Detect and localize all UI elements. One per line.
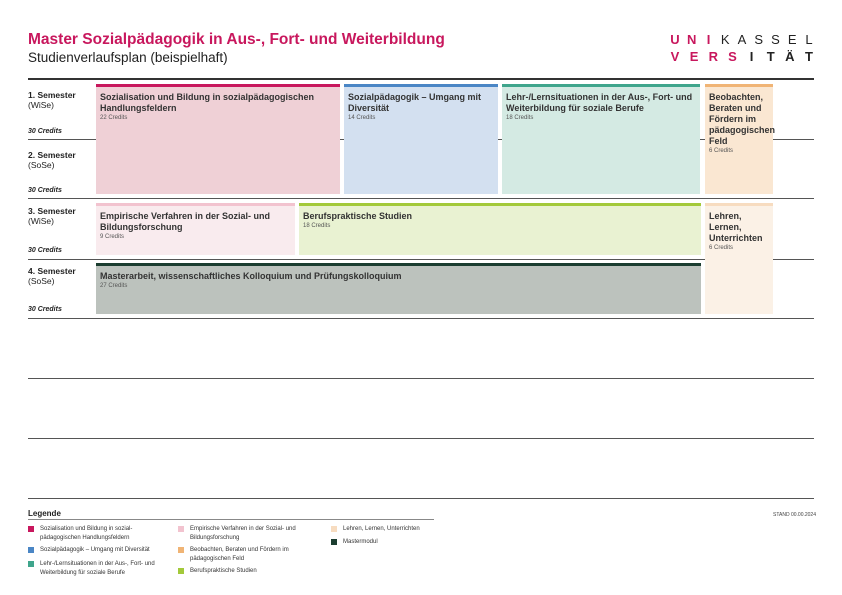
- semester-label: [28, 266, 76, 286]
- semester-term: (WiSe): [28, 216, 54, 226]
- logo-letter: S: [771, 32, 780, 47]
- legend-item: [178, 546, 324, 564]
- module-credits: 9 Credits: [100, 234, 125, 240]
- logo-letter: T: [766, 49, 775, 64]
- module-title: Empirische Verfahren in der Sozial- und Bildungsforschung: [100, 211, 271, 232]
- module-credits: 18 Credits: [506, 115, 534, 121]
- module-masterarbeit: [96, 263, 701, 314]
- module-title: Beobachten, Beraten und Fördern im pädagogischen Feld: [709, 92, 776, 146]
- legend-label: Sozialisation und Bildung in sozial-pädagogischen Handlungsfeldern: [40, 526, 133, 541]
- module-credits: 27 Credits: [100, 283, 128, 289]
- logo-letter: N: [687, 32, 697, 47]
- semester-name: 1. Semester: [28, 90, 76, 100]
- page-title: Master Sozialpädagogik in Aus-, Fort- und Weiterbildung: [28, 31, 445, 48]
- semester-credits: 30 Credits: [28, 128, 62, 135]
- module-title: Berufspraktische Studien: [303, 211, 413, 221]
- logo-letter: S: [728, 49, 737, 64]
- module-berufspraktische-studien: [299, 203, 701, 255]
- module-credits: 14 Credits: [348, 115, 376, 121]
- university-logo: [668, 31, 816, 65]
- legend-title: Legende: [28, 509, 61, 518]
- logo-letter: Ä: [785, 49, 795, 64]
- semester-name: 3. Semester: [28, 206, 76, 216]
- semester-term: (SoSe): [28, 160, 55, 170]
- legend-item: [28, 525, 168, 543]
- legend-label: Sozialpädagogik – Umgang mit Diversität: [40, 547, 150, 553]
- legend-swatch: [28, 526, 34, 532]
- semester-label: [28, 90, 76, 110]
- semester-name: 4. Semester: [28, 266, 76, 276]
- page-subtitle: Studienverlaufsplan (beispielhaft): [28, 50, 228, 65]
- legend-swatch: [178, 568, 184, 574]
- legend-label: Berufspraktische Studien: [190, 568, 257, 574]
- module-lehr-lernsituationen: [502, 84, 700, 194]
- module-credits: 22 Credits: [100, 115, 128, 121]
- legend-swatch: [331, 539, 337, 545]
- legend-label: Lehr-/Lernsituationen in der Aus-, Fort- und Weiterbildung für soziale Berufe: [40, 561, 155, 576]
- module-beobachten: [705, 84, 776, 194]
- logo-letter: U: [670, 32, 680, 47]
- header-divider: [28, 78, 814, 80]
- logo-letter: S: [754, 32, 764, 47]
- stand-date: STAND 00.00.2024: [773, 512, 816, 518]
- semester-label: [28, 206, 76, 226]
- legend-swatch: [28, 547, 34, 553]
- legend-swatch: [178, 526, 184, 532]
- legend-item: [178, 567, 324, 576]
- logo-letter: V: [670, 49, 680, 64]
- module-empirische-verfahren: [96, 203, 295, 255]
- module-title: Masterarbeit, wissenschaftliches Kolloquium und Prüfungskolloquium: [100, 271, 402, 281]
- semester-credits: 30 Credits: [28, 187, 62, 194]
- legend-item: [28, 560, 168, 578]
- module-lehren-lernen: [705, 203, 773, 314]
- module-diversitaet: [344, 84, 498, 194]
- module-sozialisation: [96, 84, 340, 194]
- row-divider: [28, 259, 814, 260]
- row-divider: [28, 438, 814, 439]
- semester-term: (WiSe): [28, 100, 54, 110]
- logo-letter: I: [749, 49, 754, 64]
- legend-swatch: [28, 561, 34, 567]
- row-divider: [28, 198, 814, 199]
- logo-letter: E: [787, 32, 797, 47]
- semester-credits: 30 Credits: [28, 306, 62, 313]
- legend-divider: [28, 519, 434, 520]
- logo-letter: E: [689, 49, 699, 64]
- legend-label: Empirische Verfahren in der Sozial- und Bildungsforschung: [190, 526, 296, 541]
- legend-swatch: [178, 547, 184, 553]
- module-title: Lehren, Lernen, Unterrichten: [709, 211, 763, 243]
- legend-item: [178, 525, 324, 543]
- semester-term: (SoSe): [28, 276, 55, 286]
- legend-label: Beobachten, Beraten und Fördern im pädagogischen Feld: [190, 547, 289, 562]
- module-credits: 6 Credits: [709, 245, 734, 251]
- legend-label: Mastermodul: [343, 539, 378, 545]
- legend-item: [331, 538, 451, 547]
- semester-credits: 30 Credits: [28, 247, 62, 254]
- logo-letter: R: [708, 49, 718, 64]
- logo-letter: T: [805, 49, 813, 64]
- legend-label: Lehren, Lernen, Unterrichten: [343, 526, 420, 532]
- module-title: Lehr-/Lernsituationen in der Aus-, Fort- und Weiterbildung für soziale Berufe: [506, 92, 693, 113]
- semester-label: [28, 150, 76, 170]
- logo-letter: A: [737, 32, 747, 47]
- legend-item: [331, 525, 451, 534]
- logo-letter: I: [706, 32, 711, 47]
- row-divider: [28, 498, 814, 499]
- legend-item: [28, 546, 168, 555]
- logo-letter: L: [805, 32, 813, 47]
- module-credits: 6 Credits: [709, 148, 734, 154]
- row-divider: [28, 318, 814, 319]
- semester-name: 2. Semester: [28, 150, 76, 160]
- row-divider: [28, 378, 814, 379]
- logo-letter: K: [720, 32, 730, 47]
- module-credits: 18 Credits: [303, 223, 331, 229]
- module-title: Sozialpädagogik – Umgang mit Diversität: [348, 92, 482, 113]
- module-title: Sozialisation und Bildung in sozialpädagogischen Handlungsfeldern: [100, 92, 315, 113]
- legend-swatch: [331, 526, 337, 532]
